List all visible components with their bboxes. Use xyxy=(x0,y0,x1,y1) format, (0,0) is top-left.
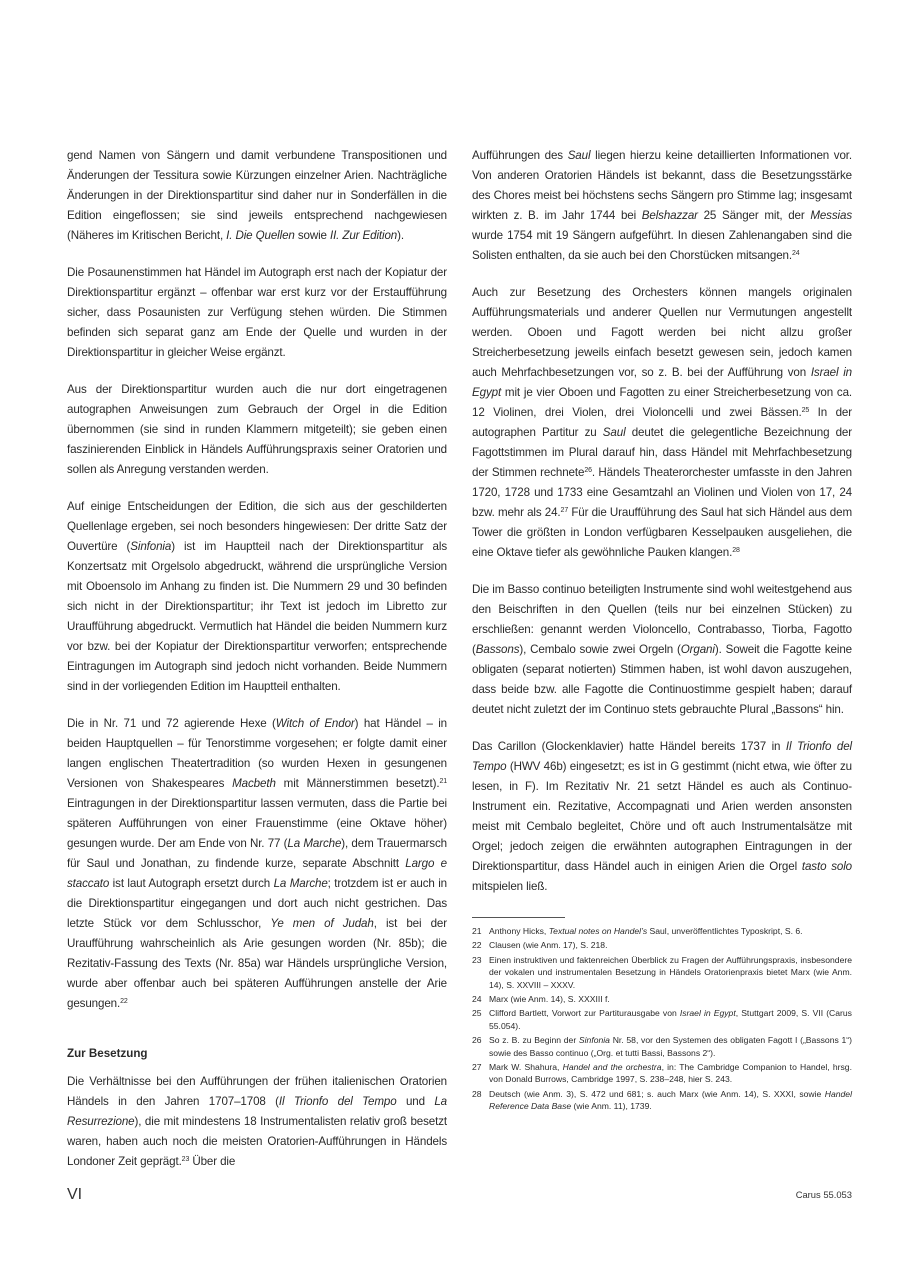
footnote-ref: 27 xyxy=(560,507,569,514)
right-column xyxy=(472,146,852,914)
paragraph: Aufführungen des Saul liegen hierzu keine detaillierten Informationen vor. Von anderen Oratorien Händels ist bekannt, dass die Besetzungsstärke des Chores meist bei höchstens sechs Sängern pro Stimme lag; insgesamt wirkten z. B. im Jahr 1744 bei Belshazzar 25 Sänger mit, der Messias wurde 1754 mit 19 Sängern aufgeführt. In diesen Zahlenangaben sind die Solisten enthalten, da sie auch bei den Chorstücken mitsangen.$^{24}$ xyxy=(472,149,853,262)
paragraph: Aus der Direktionspartitur wurden auch die nur dort eingetragenen autographen Anweisungen zum Gebrauch der Orgel in die Edition übernommen (sie sind in runden Klammern mitgeteilt); sie geben einen faszinierenden Einblick in Händels Aufführungspraxis seiner Oratorien und sollen als Anregung verstanden werden. xyxy=(67,383,447,476)
footnote-ref: 26 xyxy=(584,467,592,474)
footnote-ref: 23 xyxy=(181,1156,190,1163)
footnote-ref: 21 xyxy=(439,778,447,785)
section-heading: Zur Besetzung xyxy=(67,1047,148,1060)
footnote: 25 Clifford Bartlett, Vorwort zur Partiturausgabe von Israel in Egypt, Stuttgart 2009, S. VII (Carus 55.054). xyxy=(472,1008,852,1031)
paragraph: gend Namen von Sängern und damit verbundene Transpositionen und Änderungen der Tessitura sowie Kürzungen einzelner Arien. Nachträgliche Änderungen in der Direktionspartitur sind daher nur in Sonderfällen in die Edition eingeflossen; sie sind jeweils entsprechend nachgewiesen (Näheres im Kritischen Bericht, I. Die Quellen sowie II. Zur Edition). xyxy=(67,149,447,242)
footnote: 21 Anthony Hicks, Textual notes on Handel’s Saul, unveröffentlichtes Typoskript, S. 6. xyxy=(472,926,803,936)
footnote: 27 Mark W. Shahura, Handel and the orchestra, in: The Cambridge Companion to Handel, hrsg. von Donald Burrows, Cambridge 1997, S. 238–248, hier S. 243. xyxy=(472,1062,852,1085)
footnote-ref: 22 xyxy=(120,998,128,1005)
paragraph: Das Carillon (Glockenklavier) hatte Händel bereits 1737 in Il Trionfo del Tempo (HWV 46b) eingesetzt; es ist in G gestimmt (nicht etwa, wie öfter zu lesen, in F). Im Rezitativ Nr. 21 setzt Händel es auch als Continuo-Instrument ein. Rezitative, Accompagnati und Arien werden ansonsten meist mit Cembalo begleitet, Chöre und oft auch Instrumentalsätze mit Orgel; jedoch zeigen die erwähnten autographen Eintragungen in der Direktionspartitur, dass Händel auch in einigen Arien die Orgel tasto solo mitspielen ließ. xyxy=(472,740,852,893)
footnote-ref: 25 xyxy=(801,407,810,414)
footnote: 23 Einen instruktiven und faktenreichen Überblick zu Fragen der Aufführungspraxis, insbesondere der vokalen und instrumentalen Besetzung in Händels Oratorienpraxis bietet Marx (wie Anm. 14), S. XXVIII – XXXV. xyxy=(472,954,852,990)
paragraph: Auch zur Besetzung des Orchesters können mangels originalen Aufführungsmaterials und anderer Quellen nur Vermutungen angestellt werden. Oboen und Fagott werden bei nicht allzu großer Streicherbesetzung jeweils einfach besetzt gewesen sein, jedoch kamen auch Mehrfachbesetzungen vor, so z. B. bei der Aufführung von Israel in Egypt mit je vier Oboen und Fagotten zu einer Streicherbesetzung von ca. 12 Violinen, drei Violen, drei Violoncelli und zwei Bässen.$^{25}$ In der autographen Partitur zu Saul deutet die gelegentliche Bezeichnung der Fagottstimmen im Plural darauf hin, dass Händel mit Mehrfachbesetzung der Stimmen rechnete$^{26}$. Händels Theaterorchester umfasste in den Jahren 1720, 1728 und 1733 eine Gesamtzahl an Violinen und Violen von 17, 24 bzw. mehr als 24.27 Für die Uraufführung des Saul hat sich Händel aus dem Tower die größten in London verfügbaren Kesselpauken ausgeliehen, die eine Oktave tiefer als gewöhnliche Pauken klangen.$^{28}$ xyxy=(472,286,853,559)
left-column xyxy=(67,146,447,1189)
paragraph: Die Verhältnisse bei den Aufführungen der frühen italienischen Oratorien Händels in den Jahren 1707–1708 (Il Trionfo del Tempo und La Resurrezione), die mit mindestens 18 Instrumentalisten relativ groß besetzt waren, haben auch noch die meisten Oratorien-Aufführungen in Händels Londoner Zeit geprägt.$^{23}$ Über die xyxy=(67,1075,447,1168)
footnote: 24 Marx (wie Anm. 14), S. XXXIII f. xyxy=(472,994,610,1005)
publisher-reference: Carus 55.053 xyxy=(795,1189,852,1200)
footnote-ref: 28 xyxy=(732,547,740,554)
footnote-divider xyxy=(472,917,565,918)
footnote-ref: 24 xyxy=(791,250,800,257)
footnote: 26 So z. B. zu Beginn der Sinfonia Nr. 58, vor den Systemen des obligaten Fagott I („Bassons 1“) sowie des Basso continuo („Org. et tutti Bassi, Bassons 2“). xyxy=(472,1035,852,1058)
footnote: 22 Clausen (wie Anm. 17), S. 218. xyxy=(472,940,608,951)
footnotes xyxy=(472,925,852,1115)
paragraph: Auf einige Entscheidungen der Edition, die sich aus der geschilderten Quellenlage ergeben, sei noch besonders hingewiesen: Der dritte Satz der Ouvertüre (Sinfonia) ist im Hauptteil nach der Direktionspartitur als Konzertsatz mit Orgelsolo abgedruckt, während die ursprüngliche Version mit Oboensolo im Anhang zu finden ist. Die Nummern 29 und 30 befinden sich nicht in der Direktionspartitur; ihr Text ist jedoch im Libretto zur Uraufführung abgedruckt. Vermutlich hat Händel die beiden Nummern kurz vor bzw. bei der Kopiatur der Direktionspartitur verworfen; entsprechende Eintragungen im Autograph sind jedoch nicht vorhanden. Beide Nummern sind in der vorliegenden Edition im Hauptteil enthalten. xyxy=(67,500,448,693)
paragraph: Die Posaunenstimmen hat Händel im Autograph erst nach der Kopiatur der Direktionspartitur ergänzt – offenbar war erst kurz vor der Erstaufführung sicher, dass Posaunisten zur Verfügung stehen würden. Die Stimmen befinden sich separat ganz am Ende der Quelle und wurden in der Direktionspartitur in gleicher Weise ergänzt. xyxy=(67,266,447,359)
paragraph: Die in Nr. 71 und 72 agierende Hexe (Witch of Endor) hat Händel – in beiden Hauptquellen – für Tenorstimme vorgesehen; er folgte damit einer langen englischen Theatertradition (so wurden Hexen in gesungenen Versionen von Shakespeares Macbeth mit Männerstimmen besetzt).$^{21}$ Eintragungen in der Direktionspartitur lassen vermuten, dass die Partie bei späteren Aufführungen von einer Frauenstimme (eine Oktave höher) gesungen wurde. Der am Ende von Nr. 77 (La Marche), dem Trauermarsch für Saul und Jonathan, zu findende kurze, separate Abschnitt Largo e staccato ist laut Autograph ersetzt durch La Marche; trotzdem ist er auch in die Direktionspartitur eingegangen und dort auch nicht gestrichen. Das letzte Stück vor dem Schlusschor, Ye men of Judah, ist bei der Uraufführung wahrscheinlich als Arie gesungen worden (Nr. 85b); die Rezitativ-Fassung des Texts (Nr. 85a) war Händels ursprüngliche Version, wurde aber offenbar auch bei späteren Aufführungen anstelle der Arie gesungen.$^{22}$ xyxy=(67,717,448,1010)
paragraph: Die im Basso continuo beteiligten Instrumente sind wohl weitestgehend aus den Beischriften in den Quellen (teils nur bei einzelnen Stücken) zu erschließen: genannt werden Violoncello, Contrabasso, Tiorba, Fagotto (Bassons), Cembalo sowie zwei Orgeln (Organi). Soweit die Fagotte keine obligaten (separat notierten) Stimmen haben, ist wohl davon auszugehen, dass beide bzw. alle Fagotte die Continuostimme gespielt haben; darauf deutet nicht zuletzt der im Continuo stets gebrauchte Plural „Bassons“ hin. xyxy=(472,583,852,716)
page-number: VI xyxy=(67,1186,83,1203)
footnote: 28 Deutsch (wie Anm. 3), S. 472 und 681; s. auch Marx (wie Anm. 14), S. XXXI, sowie Handel Reference Data Base (wie Anm. 11), 1739. xyxy=(472,1088,852,1112)
